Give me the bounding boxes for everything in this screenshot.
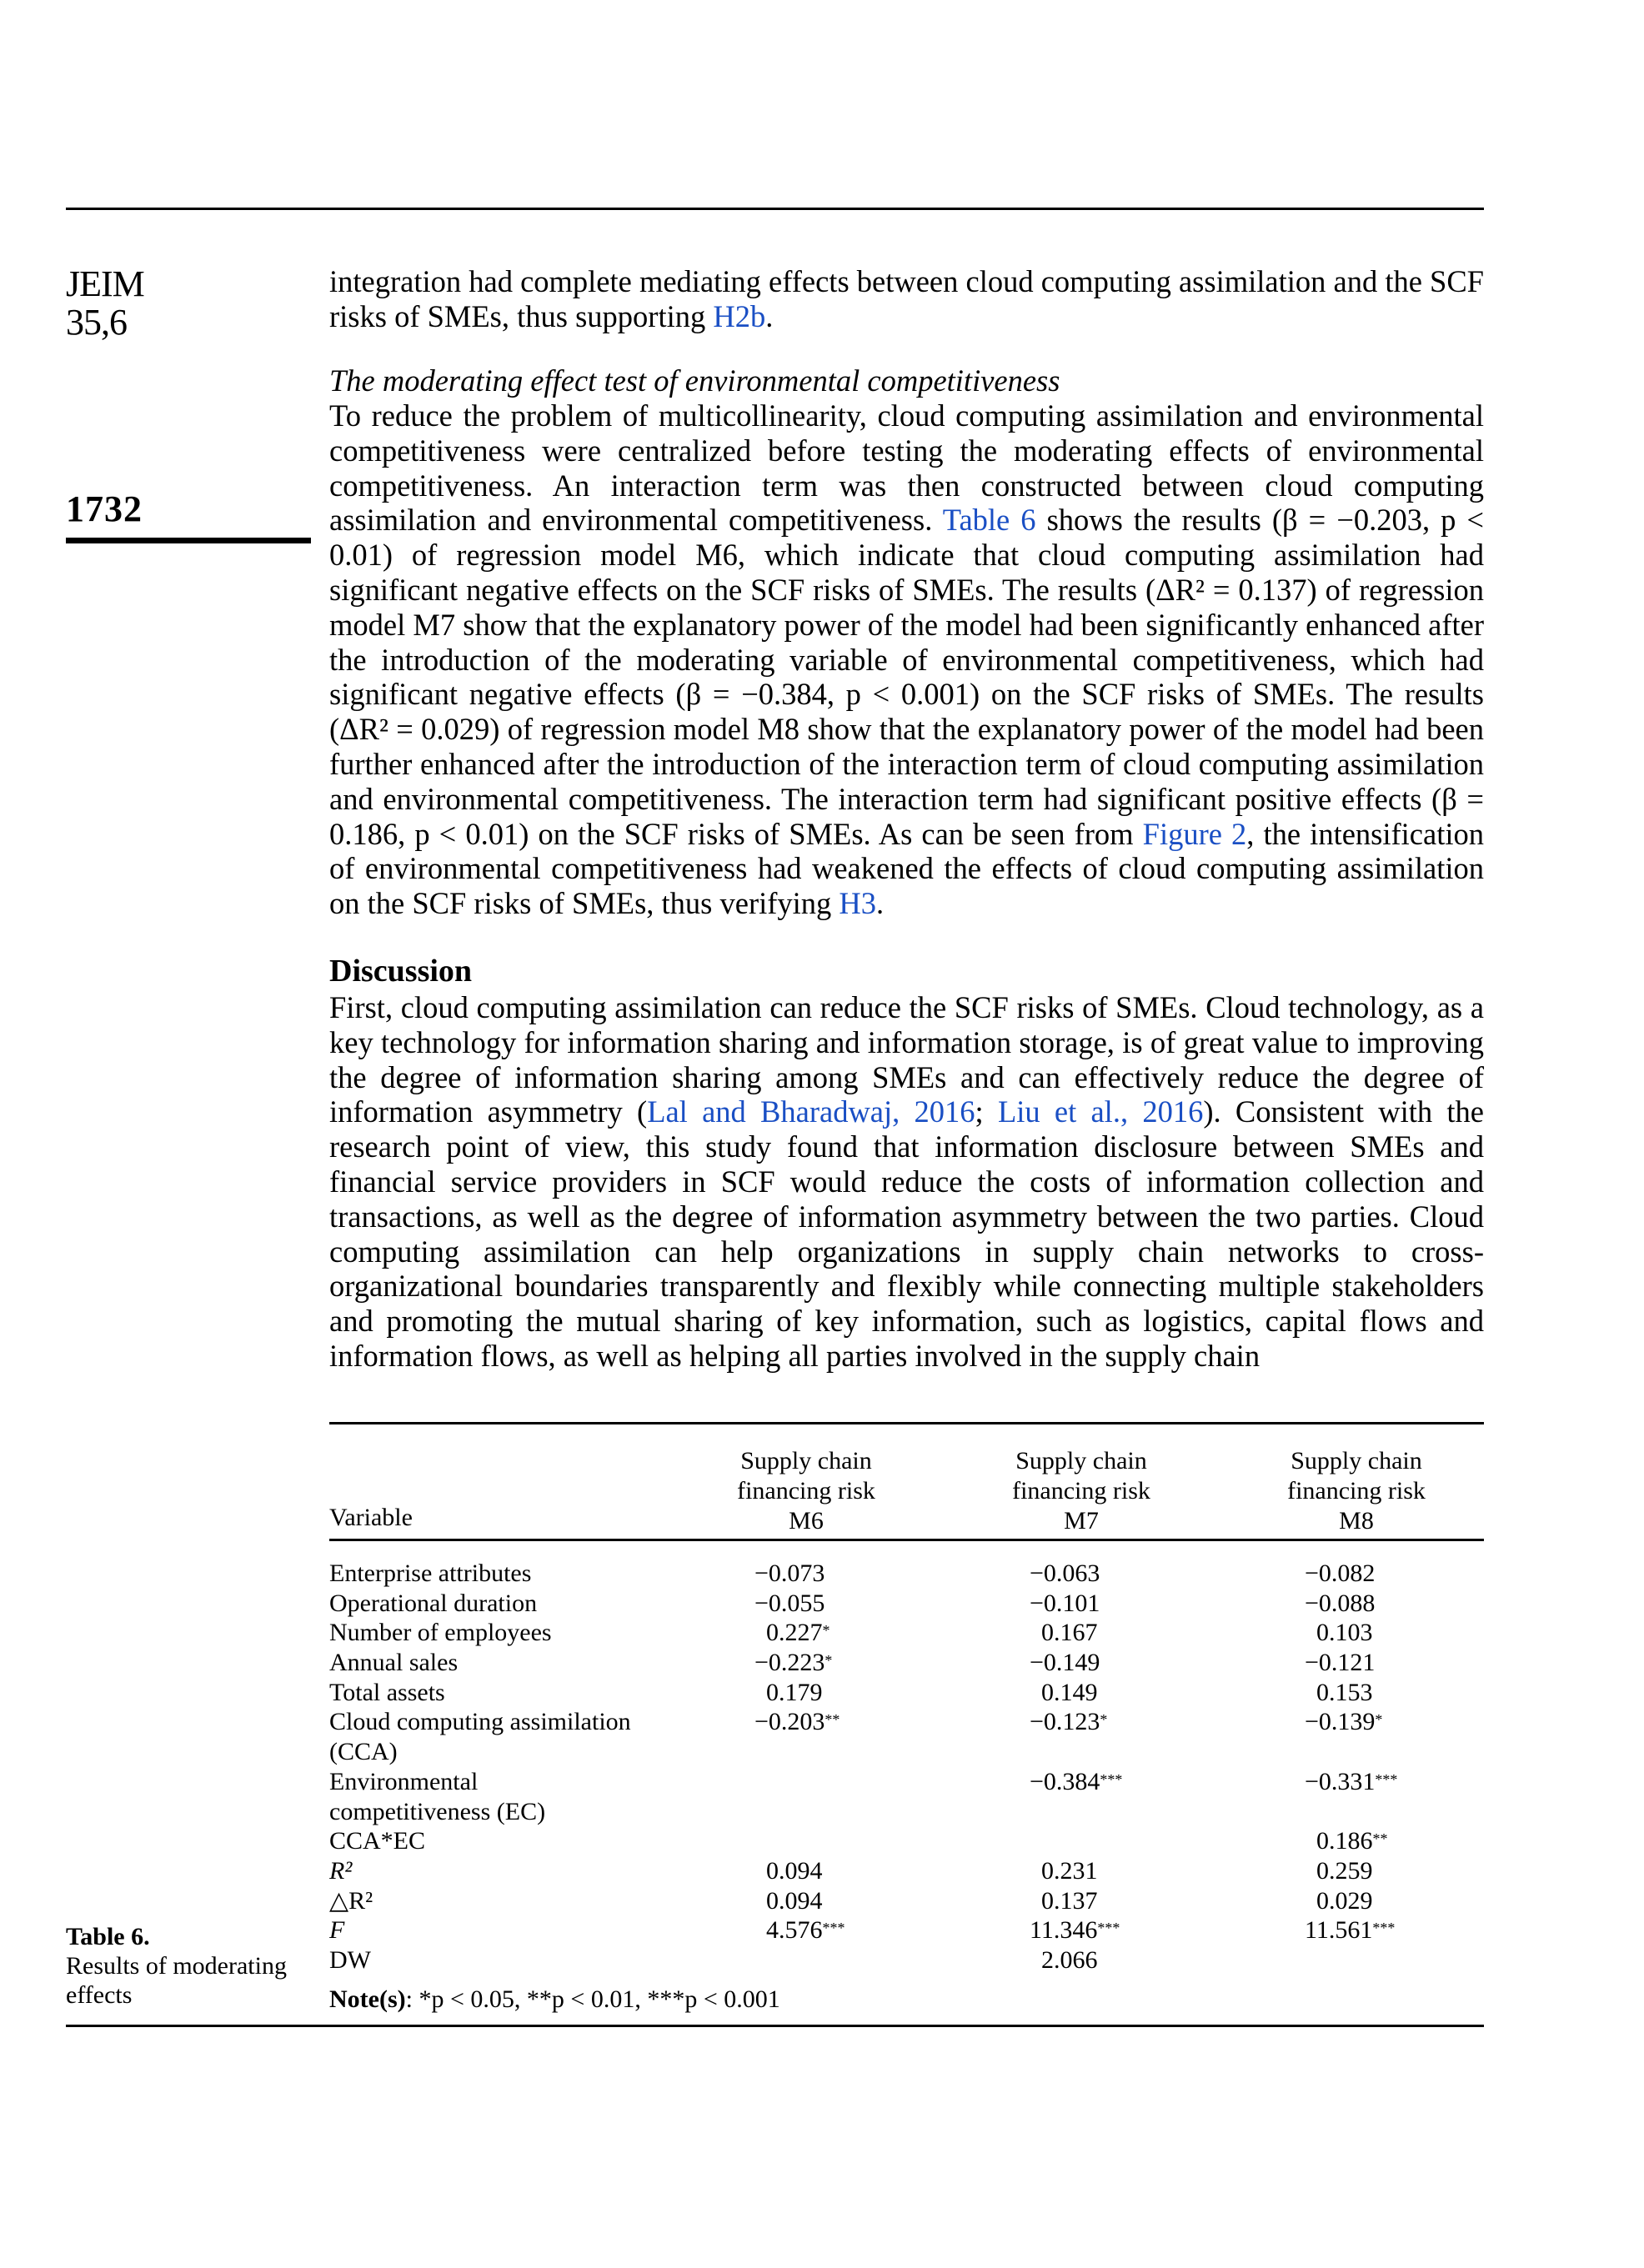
cell-m7 <box>1030 1767 1163 1797</box>
significance-marker: *** <box>1375 1770 1398 1788</box>
significance-marker: *** <box>822 1920 845 1937</box>
para2-text-2: shows the results (β = −0.203, p < 0.01) of regression model M6, which indicate that cloud computing assimilation had significant negative effects on the SCF risks of SMEs. The results (ΔR² = 0.137) of regression model M7 show that the explanatory power of the model had been significantly enhanced after the introduction of the moderating variable of environmental competitiveness, which had significant negative effects (β = −0.384, p < 0.001) on the SCF risks of SMEs. The results (ΔR² = 0.029) of regression model M8 show that the explanatory power of the model had been further enhanced after the introduction of the interaction term of cloud computing assimilation and environmental competitiveness. The interaction term had significant positive effects (β = 0.186, p < 0.01) on the SCF risks of SMEs. As can be seen from <box>329 503 1484 851</box>
results-table <box>329 1446 1484 1974</box>
cell-value: 0.029 <box>1316 1886 1373 1915</box>
journal-volume: 35,6 <box>66 302 127 343</box>
link-lal-bharadwaj[interactable]: Lal and Bharadwaj, 2016 <box>647 1094 975 1129</box>
col-m8-line2: financing risk <box>1287 1477 1426 1504</box>
cell-m8 <box>1316 1886 1450 1916</box>
significance-marker: * <box>1100 1711 1108 1729</box>
cell-value: −0.101 <box>1030 1589 1100 1617</box>
cell-value: 2.066 <box>1041 1945 1098 1974</box>
cell-value: 0.149 <box>1041 1678 1098 1706</box>
section-subheading: The moderating effect test of environmental competitiveness <box>329 363 1060 398</box>
cell-m8 <box>1305 1648 1438 1678</box>
cell-value: 0.103 <box>1316 1619 1373 1647</box>
significance-marker: ** <box>1372 1830 1388 1848</box>
table-top-rule <box>329 1422 1484 1424</box>
cell-value: −0.073 <box>754 1560 825 1587</box>
para2-text-3: , the intensification of environmental competitiveness had weakened the effects of cloud computing assimilation on the SCF risks of SMEs, thus verifying <box>329 816 1484 921</box>
cell-m8 <box>1316 1856 1450 1886</box>
cell-m6 <box>754 1707 888 1737</box>
table-row <box>329 1767 1484 1797</box>
cell-value: −0.139 <box>1305 1708 1376 1736</box>
cell-value: 0.137 <box>1041 1886 1098 1915</box>
row-label: Operational duration <box>329 1589 538 1617</box>
page-number: 1732 <box>66 488 143 529</box>
cell-value: 11.346 <box>1030 1916 1098 1945</box>
col-m8-line3: M8 <box>1339 1507 1374 1535</box>
table-row <box>329 1737 1484 1767</box>
cell-m7 <box>1030 1648 1163 1678</box>
cell-m8 <box>1316 1618 1450 1648</box>
cell-m8 <box>1316 1826 1450 1856</box>
paragraph-2 <box>329 398 1484 921</box>
para2-text-4: . <box>876 886 885 921</box>
row-label: DW <box>329 1945 371 1974</box>
table-row <box>329 1559 1484 1589</box>
para1-text: integration had complete mediating effects between cloud computing assimilation and the SCF risks of SMEs, thus supporting <box>329 264 1484 333</box>
table-row <box>329 1678 1484 1708</box>
para3-text-2: ). Consistent with the research point of view, this study found that information disclosure between SMEs and financial service providers in SCF would reduce the costs of information collection and transactions, as well as the degree of information asymmetry between the two parties. Cloud computing assimilation can help organizations in supply chain networks to cross-organizational boundaries transparently and flexibly while connecting multiple stakeholders and promoting the mutual sharing of key information, such as logistics, capital flows and information flows, as well as helping all parties involved in the supply chain <box>329 1094 1484 1373</box>
page-number-rule <box>66 538 311 543</box>
link-h3[interactable]: H3 <box>839 886 877 921</box>
column-header-m6 <box>706 1446 906 1536</box>
col-m8-line1: Supply chain <box>1291 1447 1422 1474</box>
table-header <box>329 1446 1484 1533</box>
table-row <box>329 1886 1484 1916</box>
row-label: competitiveness (EC) <box>329 1797 546 1825</box>
note-label: Note(s) <box>329 1985 406 2013</box>
cell-m8 <box>1305 1915 1438 1945</box>
table-row <box>329 1915 1484 1945</box>
table-row <box>329 1945 1484 1975</box>
cell-m8 <box>1305 1707 1438 1737</box>
row-label: CCA*EC <box>329 1827 426 1855</box>
cell-value: 0.179 <box>766 1678 823 1706</box>
cell-m7 <box>1030 1589 1163 1619</box>
paragraph-1 <box>329 264 1484 334</box>
cell-m6 <box>766 1856 900 1886</box>
cell-m8 <box>1316 1678 1450 1708</box>
top-rule <box>66 208 1484 210</box>
cell-value: −0.121 <box>1305 1649 1376 1677</box>
table-row <box>329 1589 1484 1619</box>
col-m7-line3: M7 <box>1064 1507 1099 1535</box>
significance-marker: *** <box>1100 1770 1123 1788</box>
cell-m7 <box>1041 1945 1175 1975</box>
link-liu-2016[interactable]: Liu et al., 2016 <box>997 1094 1204 1129</box>
cell-m7 <box>1030 1707 1163 1737</box>
col-m6-line3: M6 <box>789 1507 824 1535</box>
cell-value: −0.384 <box>1030 1767 1100 1795</box>
table-caption-line1: Results of moderating <box>66 1952 287 1980</box>
col-m6-line1: Supply chain <box>740 1447 872 1474</box>
table-caption-line2: effects <box>66 1981 133 2009</box>
table-row <box>329 1797 1484 1827</box>
cell-m6 <box>766 1618 900 1648</box>
row-label: Total assets <box>329 1678 445 1706</box>
cell-value: −0.223 <box>754 1649 825 1677</box>
table-row <box>329 1856 1484 1886</box>
cell-value: −0.088 <box>1305 1589 1376 1617</box>
table-row <box>329 1618 1484 1648</box>
cell-value: 0.186 <box>1316 1827 1373 1855</box>
variable-header: Variable <box>329 1504 413 1531</box>
table-caption-title: Table 6. <box>66 1923 150 1950</box>
cell-value: 0.094 <box>766 1856 823 1885</box>
paragraph-3 <box>329 990 1484 1374</box>
cell-m7 <box>1041 1886 1175 1916</box>
significance-marker: * <box>1375 1711 1383 1729</box>
cell-m6 <box>766 1678 900 1708</box>
column-header-m7 <box>981 1446 1181 1536</box>
para1-end: . <box>765 298 774 333</box>
cell-value: 4.576 <box>766 1916 823 1945</box>
cell-value: −0.123 <box>1030 1708 1100 1736</box>
significance-marker: * <box>825 1652 833 1670</box>
cell-m7 <box>1030 1915 1163 1945</box>
cell-value: 0.231 <box>1041 1856 1098 1885</box>
para2-text-1: To reduce the problem of multicollinearity, cloud computing assimilation and environmental competitiveness were centralized before testing the moderating effects of environmental competitiveness. An interaction term was then constructed between cloud computing assimilation and environmental competitiveness. <box>329 398 1484 538</box>
significance-marker: ** <box>825 1711 840 1729</box>
row-label: R² <box>329 1856 353 1885</box>
cell-m8 <box>1305 1767 1438 1797</box>
cell-m8 <box>1305 1589 1438 1619</box>
cell-value: −0.149 <box>1030 1649 1100 1677</box>
bottom-rule <box>66 2025 1484 2027</box>
link-figure-2[interactable]: Figure 2 <box>1142 816 1247 851</box>
table-body <box>329 1559 1484 1975</box>
cell-m6 <box>754 1559 888 1589</box>
row-label: Annual sales <box>329 1649 459 1677</box>
cell-value: −0.082 <box>1305 1560 1376 1587</box>
cell-value: −0.063 <box>1030 1560 1100 1587</box>
cell-value: 0.167 <box>1041 1619 1098 1647</box>
table-row <box>329 1707 1484 1737</box>
row-label: Number of employees <box>329 1619 552 1647</box>
cell-m6 <box>766 1915 900 1945</box>
cell-value: 0.153 <box>1316 1678 1373 1706</box>
row-label: F <box>329 1916 345 1945</box>
table-row <box>329 1648 1484 1678</box>
cell-m6 <box>766 1886 900 1916</box>
cell-value: 0.227 <box>766 1619 823 1647</box>
row-label: Cloud computing assimilation <box>329 1708 631 1736</box>
cell-value: 0.094 <box>766 1886 823 1915</box>
table-caption <box>66 1922 287 2010</box>
col-m7-line2: financing risk <box>1012 1477 1150 1504</box>
para3-text-1: First, cloud computing assimilation can reduce the SCF risks of SMEs. Cloud technology, as a key technology for information sharing and information storage, is of great value to improving the degree of information sharing among SMEs and can effectively reduce the degree of information asymmetry ( <box>329 990 1484 1129</box>
note-text: : *p < 0.05, **p < 0.01, ***p < 0.001 <box>405 1985 780 2013</box>
journal-name: JEIM <box>66 263 144 304</box>
row-label: Enterprise attributes <box>329 1560 532 1587</box>
table-header-rule <box>329 1539 1484 1541</box>
cell-m8 <box>1305 1559 1438 1589</box>
significance-marker: * <box>822 1622 830 1640</box>
cell-m7 <box>1041 1678 1175 1708</box>
col-m6-line2: financing risk <box>737 1477 875 1504</box>
cell-m7 <box>1030 1559 1163 1589</box>
row-label: Environmental <box>329 1767 479 1795</box>
table-note <box>329 1985 780 2014</box>
col-m7-line1: Supply chain <box>1015 1447 1147 1474</box>
significance-marker: *** <box>1097 1920 1120 1937</box>
row-label: (CCA) <box>329 1738 398 1766</box>
row-label: △R² <box>329 1886 373 1915</box>
cell-value: −0.203 <box>754 1708 825 1736</box>
cell-value: −0.331 <box>1305 1767 1376 1795</box>
significance-marker: *** <box>1372 1920 1396 1937</box>
cell-m6 <box>754 1589 888 1619</box>
cell-m7 <box>1041 1856 1175 1886</box>
journal-id <box>66 265 144 342</box>
para3-sep: ; <box>975 1094 998 1129</box>
link-h2b[interactable]: H2b <box>713 298 766 333</box>
column-header-m8 <box>1256 1446 1456 1536</box>
table-row <box>329 1826 1484 1856</box>
cell-value: 11.561 <box>1305 1916 1373 1945</box>
discussion-heading: Discussion <box>329 954 473 989</box>
cell-value: −0.055 <box>754 1589 825 1617</box>
cell-m7 <box>1041 1618 1175 1648</box>
link-table-6[interactable]: Table 6 <box>942 503 1036 538</box>
cell-value: 0.259 <box>1316 1856 1373 1885</box>
cell-m6 <box>754 1648 888 1678</box>
